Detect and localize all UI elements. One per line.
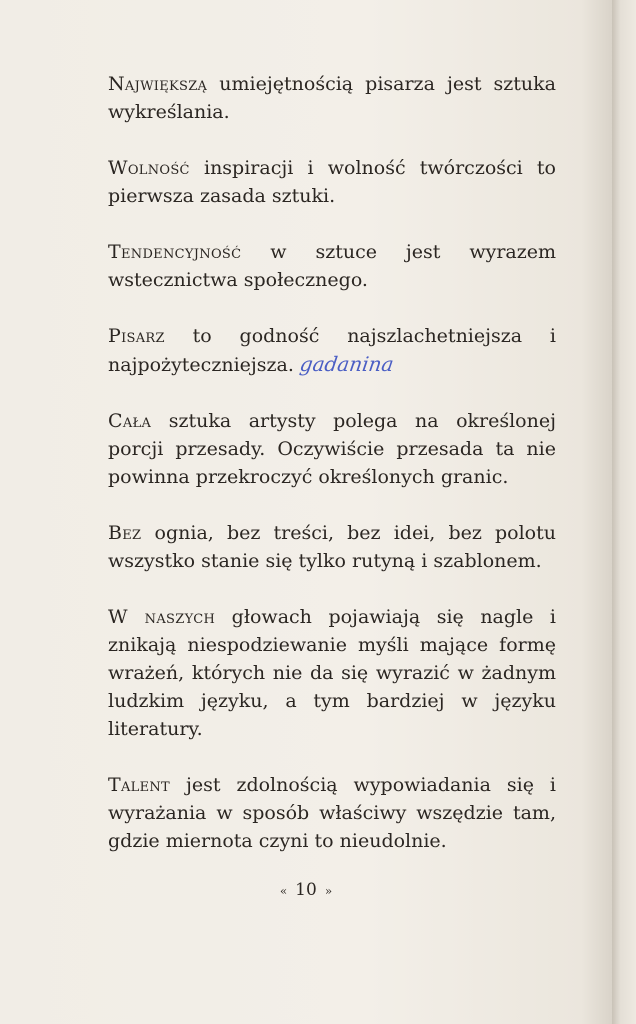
left-guillemet: « — [279, 884, 288, 898]
paragraph-lead: Największą — [108, 73, 208, 95]
paragraph-body: inspiracji i wolność twórczości to pierwsza zasada sztuki. — [108, 157, 556, 207]
paragraph-lead: Tendencyjność — [108, 241, 242, 263]
aphorism-paragraph — [108, 519, 556, 575]
paragraph-body: głowach pojawiają się nagle i znikają niespodziewanie myśli mające formę wrażeń, których nie da się wyrazić w żadnym ludzkim języku, a tym bardziej w języku literatury. — [108, 606, 556, 740]
paragraph-lead: Cała — [108, 410, 152, 432]
handwritten-annotation: gadanina — [298, 352, 396, 376]
aphorism-paragraph — [108, 603, 556, 743]
paragraph-lead: Bez — [108, 522, 142, 544]
paragraph-body: ognia, bez treści, bez idei, bez polotu wszystko stanie się tylko rutyną i szablonem. — [108, 522, 556, 572]
paragraph-lead: W naszych — [108, 606, 216, 628]
paragraph-body: umiejętnością pisarza jest sztuka wykreślania. — [108, 73, 556, 123]
aphorism-paragraph — [108, 238, 556, 294]
aphorism-paragraph — [108, 70, 556, 126]
paragraph-lead: Talent — [108, 774, 171, 796]
aphorism-paragraph — [108, 407, 556, 491]
paragraph-body: w sztuce jest wyrazem wstecznictwa społecznego. — [108, 241, 556, 291]
aphorism-paragraph — [108, 771, 556, 855]
book-gutter — [612, 0, 636, 1024]
aphorism-paragraph — [108, 322, 556, 379]
right-guillemet: » — [324, 884, 333, 898]
paragraph-lead: Pisarz — [108, 325, 165, 347]
page-number — [0, 880, 612, 900]
paragraph-body: jest zdolnością wypowiadania się i wyrażania w sposób właściwy wszędzie tam, gdzie miernota czyni to nieudolnie. — [108, 774, 556, 852]
paragraph-body: to godność najszlachetniejsza i najpożyteczniejsza. — [108, 325, 556, 376]
paragraph-lead: Wolność — [108, 157, 190, 179]
page-number-value: 10 — [295, 880, 317, 900]
paragraph-body: sztuka artysty polega na określonej porcji przesady. Oczywiście przesada ta nie powinna przekroczyć określonych granic. — [108, 410, 556, 488]
aphorism-paragraph — [108, 154, 556, 210]
page-text — [108, 70, 556, 883]
